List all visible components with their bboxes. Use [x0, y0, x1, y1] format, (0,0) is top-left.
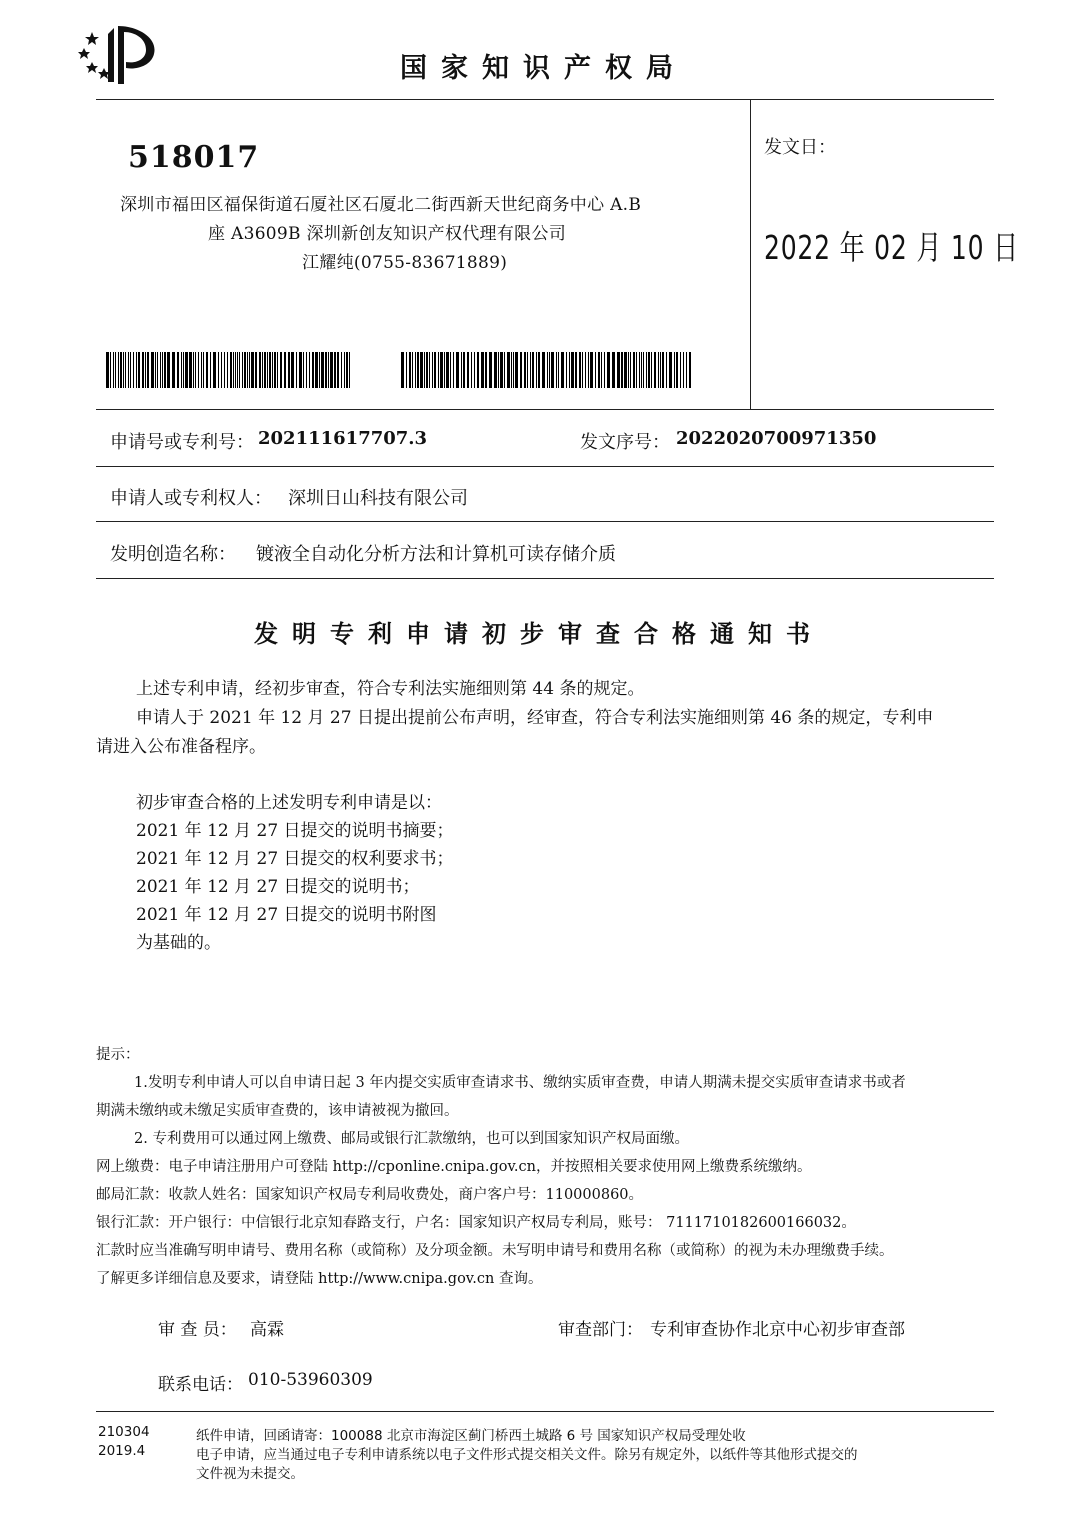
barcode-bar — [624, 352, 627, 388]
contact-phone-label: 联系电话： — [158, 1375, 243, 1395]
barcode-bar — [507, 352, 510, 388]
barcode-bar — [417, 352, 419, 388]
barcode-bar — [461, 352, 462, 388]
barcode-bar — [569, 352, 570, 388]
barcode-bar — [412, 352, 413, 388]
barcode-bar — [237, 352, 238, 388]
barcode-bar — [115, 352, 116, 388]
barcode-bar — [125, 352, 126, 388]
barcode-bar — [420, 352, 423, 388]
barcode-bar — [346, 352, 348, 388]
barcode-bar — [123, 352, 124, 388]
barcode-bar — [309, 352, 310, 388]
barcode-bar — [658, 352, 659, 388]
body-paragraph-2-line-1: 申请人于 2021 年 12 月 27 日提出提前公布声明，经审查，符合专利法实施细则第 46 条的规定，专利申 — [136, 708, 934, 728]
basis-intro: 初步审查合格的上述发明专利申请是以： — [136, 793, 442, 813]
barcode-bar — [426, 352, 428, 388]
barcode-bar — [277, 352, 278, 388]
barcode-bar — [269, 352, 271, 388]
barcode-bar — [330, 352, 333, 388]
barcode-bar — [239, 352, 240, 388]
barcode-bar — [315, 352, 318, 388]
barcode-bar — [646, 352, 647, 388]
barcode-bar — [648, 352, 650, 388]
barcode-bar — [181, 352, 182, 388]
barcode-bar — [515, 352, 518, 388]
barcode-bar — [409, 352, 411, 388]
issue-date-value: 2022 年 02 月 10 日 — [764, 228, 1019, 267]
barcode-bar — [344, 352, 345, 388]
remittance-note: 汇款时应当准确写明申请号、费用名称（或简称）及分项金额。未写明申请号和费用名称（或简称）的视为未办理缴费手续。 — [96, 1243, 894, 1259]
barcode-bar — [633, 352, 635, 388]
barcode-bar — [162, 352, 163, 388]
bank-payment-note: 银行汇款：开户银行：中信银行北京知春路支行，户名：国家知识产权局专利局，账号： 7111710182600166032。 — [96, 1215, 856, 1231]
barcode-bar — [406, 352, 407, 388]
barcode-bar — [674, 352, 675, 388]
barcode-bar — [660, 352, 661, 388]
barcode-bar — [532, 352, 534, 388]
barcode-bar — [434, 352, 436, 388]
barcode-bar — [189, 352, 192, 388]
barcode-bar — [549, 352, 550, 388]
barcode-bar — [558, 352, 559, 388]
barcode-bar — [325, 352, 327, 388]
barcode-bar — [566, 352, 567, 388]
barcode-bar — [527, 352, 528, 388]
barcode-bar — [651, 352, 652, 388]
barcode-bar — [440, 352, 443, 388]
barcode-bar — [110, 352, 111, 388]
applicant-label: 申请人或专利权人： — [110, 488, 272, 509]
field-rule-3 — [96, 578, 994, 579]
barcode-bar — [185, 352, 188, 388]
barcode-bar — [120, 352, 122, 388]
barcode-bar — [213, 352, 216, 388]
examination-department-label: 审查部门： — [558, 1320, 643, 1340]
barcode-bar — [235, 352, 236, 388]
barcode-bar — [195, 352, 196, 388]
barcode-bar — [453, 352, 454, 388]
barcode-bar — [157, 352, 158, 388]
barcode-bar — [264, 352, 266, 388]
barcode-bar — [582, 352, 583, 388]
note-2: 2. 专利费用可以通过网上缴费、邮局或银行汇款缴纳，也可以到国家知识产权局面缴。 — [134, 1131, 689, 1147]
barcode-bar — [221, 352, 222, 388]
barcode-bar — [628, 352, 629, 388]
barcode-bar — [138, 352, 140, 388]
barcode-bar — [145, 352, 146, 388]
barcode-bar — [612, 352, 615, 388]
barcode-bar — [617, 352, 620, 388]
barcode-bar — [130, 352, 131, 388]
barcode-bar — [164, 352, 166, 388]
barcode-bar — [444, 352, 445, 388]
barcode-bar — [172, 352, 175, 388]
barcode-bar — [511, 352, 512, 388]
barcode-bar — [636, 352, 637, 388]
barcode-bar — [306, 352, 307, 388]
barcode-bar — [524, 352, 526, 388]
barcode-bar — [259, 352, 261, 388]
barcode-bar — [429, 352, 430, 388]
barcode-bar — [337, 352, 339, 388]
barcode-bar — [598, 352, 600, 388]
barcode-bar — [639, 352, 640, 388]
barcode-bar — [106, 352, 109, 388]
barcode-bar — [147, 352, 149, 388]
basis-item: 2021 年 12 月 27 日提交的说明书附图 — [136, 905, 437, 925]
barcode-bar — [680, 352, 681, 388]
barcode-bar — [666, 352, 667, 388]
electronic-filing-note-line-2: 文件视为未提交。 — [196, 1466, 304, 1482]
header-rule — [96, 99, 994, 100]
body-paragraph-1: 上述专利申请，经初步审查，符合专利法实施细则第 44 条的规定。 — [136, 679, 645, 699]
basis-item: 2021 年 12 月 27 日提交的说明书摘要； — [136, 821, 454, 841]
barcode-bar — [500, 352, 503, 388]
barcode-left — [106, 352, 352, 388]
note-1-line-2: 期满未缴纳或未缴足实质审查费的，该申请被视为撤回。 — [96, 1103, 459, 1119]
barcode-bar — [424, 352, 425, 388]
address-line-2: 座 A3609B 深圳新创友知识产权代理有限公司 — [208, 224, 567, 244]
barcode-bar — [579, 352, 581, 388]
online-payment-note: 网上缴费：电子申请注册用户可登陆 http://cponline.cnipa.gov.cn，并按照相关要求使用网上缴费系统缴纳。 — [96, 1159, 812, 1175]
barcode-bar — [136, 352, 137, 388]
barcode-bar — [303, 352, 304, 388]
applicant-value: 深圳日山科技有限公司 — [288, 488, 468, 509]
barcode-bar — [494, 352, 497, 388]
barcode-bar — [341, 352, 342, 388]
barcode-bar — [296, 352, 297, 388]
invention-title-label: 发明创造名称： — [110, 544, 236, 565]
barcode-bar — [571, 352, 574, 388]
barcode-bar — [601, 352, 602, 388]
barcode-bar — [630, 352, 631, 388]
barcode-bar — [686, 352, 687, 388]
barcode-bar — [262, 352, 263, 388]
barcode-bar — [255, 352, 257, 388]
footer-rule — [96, 1411, 994, 1412]
barcode-bar — [349, 352, 350, 388]
barcode-bar — [676, 352, 678, 388]
notes-heading: 提示： — [96, 1047, 140, 1063]
form-date: 2019.4 — [98, 1443, 146, 1459]
barcode-bar — [198, 352, 199, 388]
barcode-bar — [456, 352, 459, 388]
barcode-bar — [471, 352, 472, 388]
form-code: 210304 — [98, 1424, 150, 1440]
barcode-bar — [621, 352, 623, 388]
barcode-bar — [244, 352, 246, 388]
barcode-bar — [556, 352, 557, 388]
barcode-bar — [585, 352, 586, 388]
paper-filing-note: 纸件申请，回函请寄：100088 北京市海淀区蓟门桥西土城路 6 号 国家知识产权局受理处收 — [196, 1428, 746, 1444]
barcode-bar — [118, 352, 119, 388]
field-rule-1 — [96, 466, 994, 467]
barcode-bar — [218, 352, 219, 388]
barcode-bar — [590, 352, 593, 388]
barcode-bar — [193, 352, 194, 388]
barcode-bar — [551, 352, 554, 388]
barcode-bar — [155, 352, 156, 388]
barcode-bar — [513, 352, 514, 388]
barcode-bar — [641, 352, 642, 388]
contact-phone-value: 010-53960309 — [248, 1370, 373, 1390]
barcode-bar — [689, 352, 691, 388]
barcode-bar — [251, 352, 254, 388]
invention-title-value: 镀液全自动化分析方法和计算机可读存储介质 — [256, 544, 616, 565]
barcode-bar — [288, 352, 290, 388]
barcode-bar — [151, 352, 154, 388]
barcode-bar — [467, 352, 469, 388]
barcode-bar — [177, 352, 179, 388]
issue-date-label: 发文日： — [764, 137, 836, 158]
barcode-bar — [432, 352, 433, 388]
basis-item: 2021 年 12 月 27 日提交的说明书； — [136, 877, 420, 897]
barcode-bar — [227, 352, 228, 388]
barcode-bar — [299, 352, 302, 388]
barcode-bar — [683, 352, 684, 388]
body-paragraph-2-line-2: 请进入公布准备程序。 — [96, 737, 266, 757]
barcode-bar — [247, 352, 248, 388]
barcode-bar — [272, 352, 273, 388]
application-number-value: 202111617707.3 — [258, 428, 428, 449]
barcode-bar — [561, 352, 564, 388]
barcode-bar — [319, 352, 320, 388]
barcode-bar — [520, 352, 522, 388]
barcode-bar — [588, 352, 589, 388]
barcode-bar — [474, 352, 475, 388]
document-number-value: 2022020700971350 — [676, 428, 877, 449]
address-line-1: 深圳市福田区福保街道石厦社区石厦北二街西新天世纪商务中心 A.B — [120, 195, 642, 215]
barcode-bar — [438, 352, 439, 388]
barcode-bar — [280, 352, 282, 388]
barcode-bar — [133, 352, 134, 388]
barcode-bar — [183, 352, 184, 388]
barcode-bar — [201, 352, 202, 388]
barcode-bar — [284, 352, 286, 388]
examiner-name: 高霖 — [250, 1320, 284, 1340]
barcode-bar — [463, 352, 465, 388]
barcode-bar — [203, 352, 204, 388]
barcode-bar — [167, 352, 170, 388]
field-rule-2 — [96, 521, 994, 522]
barcode-bar — [242, 352, 243, 388]
barcode-bar — [312, 352, 314, 388]
barcode-bar — [160, 352, 161, 388]
barcode-bar — [446, 352, 449, 388]
document-title: 发明专利申请初步审查合格通知书 — [254, 620, 824, 648]
barcode-bar — [654, 352, 656, 388]
note-1-line-1: 1.发明专利申请人可以自申请日起 3 年内提交实质审查请求书、缴纳实质审查费，申请人期满未提交实质审查请求书或者 — [134, 1075, 906, 1091]
electronic-filing-note-line-1: 电子申请，应当通过电子专利申请系统以电子文件形式提交相关文件。除另有规定外，以纸件等其他形式提交的 — [196, 1447, 858, 1463]
barcode-bar — [321, 352, 324, 388]
more-info-note: 了解更多详细信息及要求，请登陆 http://www.cnipa.gov.cn 查询。 — [96, 1271, 543, 1287]
postal-payment-note: 邮局汇款：收款人姓名：国家知识产权局专利局收费处，商户客户号：110000860。 — [96, 1187, 644, 1203]
barcode-bar — [604, 352, 605, 388]
barcode-bar — [267, 352, 268, 388]
barcode-bar — [210, 352, 211, 388]
basis-item: 2021 年 12 月 27 日提交的权利要求书； — [136, 849, 454, 869]
barcode-bar — [481, 352, 484, 388]
examiner-label: 审 查 员： — [158, 1320, 237, 1340]
barcode-bar — [498, 352, 499, 388]
barcode-bar — [477, 352, 479, 388]
barcode-bar — [662, 352, 664, 388]
barcode-right — [401, 352, 693, 388]
barcode-bar — [489, 352, 492, 388]
barcode-bar — [536, 352, 537, 388]
barcode-bar — [607, 352, 610, 388]
basis-end: 为基础的。 — [136, 933, 221, 953]
barcode-bar — [542, 352, 545, 388]
barcode-bar — [643, 352, 644, 388]
barcode-bar — [547, 352, 548, 388]
barcode-bar — [530, 352, 531, 388]
barcode-bar — [274, 352, 276, 388]
date-box-divider — [750, 99, 751, 409]
barcode-bar — [595, 352, 596, 388]
barcode-bar — [224, 352, 225, 388]
barcode-bar — [485, 352, 487, 388]
address-block-rule — [96, 409, 994, 410]
barcode-bar — [142, 352, 144, 388]
cnipa-logo — [78, 24, 162, 86]
barcode-bar — [415, 352, 416, 388]
barcode-bar — [328, 352, 329, 388]
barcode-bar — [206, 352, 208, 388]
barcode-bar — [291, 352, 294, 388]
barcode-bar — [249, 352, 250, 388]
barcode-bar — [230, 352, 232, 388]
document-number-label: 发文序号： — [580, 432, 670, 453]
barcode-bar — [669, 352, 672, 388]
postcode: 518017 — [128, 140, 260, 175]
office-name: 国家知识产权局 — [400, 53, 687, 84]
barcode-bar — [233, 352, 234, 388]
barcode-bar — [113, 352, 114, 388]
barcode-bar — [401, 352, 404, 388]
barcode-bar — [538, 352, 540, 388]
barcode-bar — [128, 352, 129, 388]
contact-person: 江耀纯(0755-83671889) — [302, 253, 508, 273]
barcode-bar — [334, 352, 336, 388]
barcode-bar — [450, 352, 451, 388]
barcode-bar — [575, 352, 577, 388]
application-number-label: 申请号或专利号： — [110, 432, 254, 453]
examination-department-name: 专利审查协作北京中心初步审查部 — [650, 1320, 905, 1340]
barcode-bar — [504, 352, 505, 388]
